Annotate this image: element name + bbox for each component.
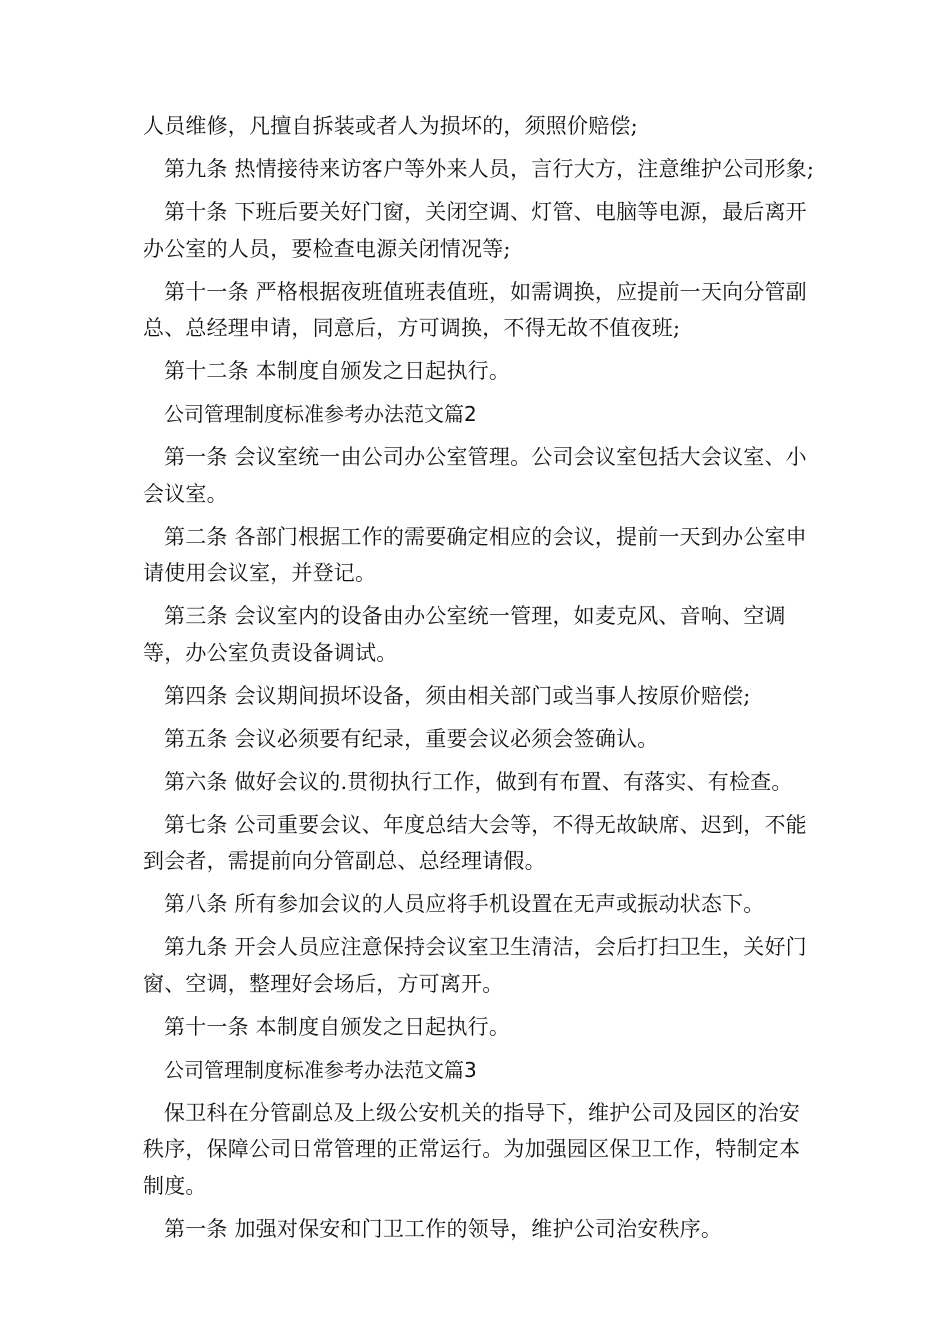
paragraph: 保卫科在分管副总及上级公安机关的指导下，维护公司及园区的治安秩序，保障公司日常管理的正常运行。为加强园区保卫工作，特制定本制度。 (143, 1100, 801, 1198)
section-heading: 公司管理制度标准参考办法范文篇2 (164, 402, 477, 426)
paragraph: 第五条 会议必须要有纪录，重要会议必须会签确认。 (164, 726, 659, 751)
paragraph: 第六条 做好会议的.贯彻执行工作，做到有布置、有落实、有检查。 (164, 769, 793, 794)
paragraph: 第一条 加强对保安和门卫工作的领导，维护公司治安秩序。 (164, 1216, 723, 1241)
paragraph: 第十一条 严格根据夜班值班表值班，如需调换，应提前一天向分管副总、总经理申请，同意后，方可调换，不得无故不值夜班; (143, 279, 807, 340)
paragraph: 第九条 开会人员应注意保持会议室卫生清洁，会后打扫卫生，关好门窗、空调，整理好会场后，方可离开。 (143, 935, 807, 996)
document-body (143, 108, 815, 1254)
paragraph: 第十条 下班后要关好门窗，关闭空调、灯管、电脑等电源，最后离开办公室的人员，要检查电源关闭情况等; (143, 200, 807, 261)
paragraph: 第一条 会议室统一由公司办公室管理。公司会议室包括大会议室、小会议室。 (143, 445, 807, 506)
section-heading: 公司管理制度标准参考办法范文篇3 (164, 1057, 477, 1082)
paragraph: 第十二条 本制度自颁发之日起执行。 (164, 359, 511, 383)
paragraph: 第二条 各部门根据工作的需要确定相应的会议，提前一天到办公室申请使用会议室，并登记。 (143, 524, 807, 585)
paragraph: 第九条 热情接待来访客户等外来人员，言行大方，注意维护公司形象; (164, 157, 815, 181)
paragraph: 第八条 所有参加会议的人员应将手机设置在无声或振动状态下。 (164, 892, 765, 916)
paragraph: 第四条 会议期间损坏设备，须由相关部门或当事人按原价赔偿; (164, 683, 751, 708)
paragraph: 第十一条 本制度自颁发之日起执行。 (164, 1014, 511, 1039)
paragraph: 人员维修，凡擅自拆装或者人为损坏的，须照价赔偿; (143, 114, 638, 138)
paragraph: 第七条 公司重要会议、年度总结大会等，不得无故缺席、迟到，不能到会者，需提前向分管副总、总经理请假。 (143, 812, 807, 873)
paragraph: 第三条 会议室内的设备由办公室统一管理，如麦克风、音响、空调等，办公室负责设备调试。 (143, 604, 786, 665)
